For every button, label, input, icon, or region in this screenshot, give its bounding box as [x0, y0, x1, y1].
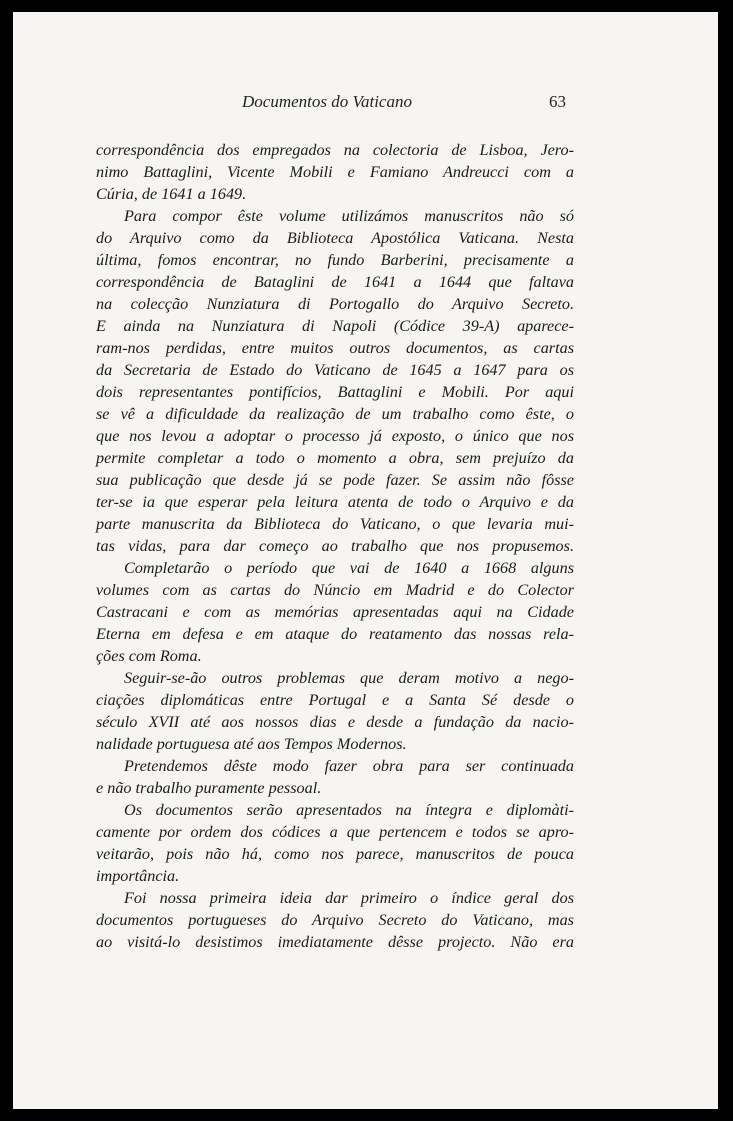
text-line: Os documentos serão apresentados na íntegra e diplomàti- [124, 801, 574, 819]
text-line: volumes com as cartas do Núncio em Madrid e do Colector [96, 581, 574, 599]
text-line: camente por ordem dos códices a que pertencem e todos se apro- [96, 823, 574, 841]
text-line: nalidade portuguesa até aos Tempos Modernos. [96, 735, 407, 753]
page-number: 63 [549, 92, 566, 111]
text-line: documentos portugueses do Arquivo Secreto do Vaticano, mas [96, 911, 574, 929]
running-title: Documentos do Vaticano [242, 92, 412, 111]
text-line: nimo Battaglini, Vicente Mobili e Famiano Andreucci com a [96, 163, 574, 181]
text-line: correspondência de Bataglini de 1641 a 1644 que faltava [96, 273, 574, 291]
text-line: que nos levou a adoptar o processo já exposto, o único que nos [96, 427, 574, 445]
text-line: ram-nos perdidas, entre muitos outros documentos, as cartas [96, 339, 574, 357]
text-line: século XVII até aos nossos dias e desde a fundação da nacio- [96, 713, 574, 731]
text-line: Completarão o período que vai de 1640 a 1668 alguns [124, 559, 574, 577]
text-line: Seguir-se-ão outros problemas que deram motivo a nego- [124, 669, 574, 687]
text-line: parte manuscrita da Biblioteca do Vaticano, o que levaria mui- [96, 515, 574, 533]
book-page [13, 12, 718, 1109]
body-text [96, 139, 574, 953]
text-line: Castracani e com as memórias apresentadas aqui na Cidade [96, 603, 574, 621]
text-line: veitarão, pois não há, como nos parece, manuscritos de pouca [96, 845, 574, 863]
text-line: correspondência dos empregados na colectoria de Lisboa, Jero- [96, 141, 574, 159]
text-line: ter-se ia que esperar pela leitura atenta de todo o Arquivo e da [96, 493, 574, 511]
text-line: ao visitá-lo desistimos imediatamente dêsse projecto. Não era [96, 933, 574, 951]
text-line: ções com Roma. [96, 647, 202, 665]
text-line: permite completar a todo o momento a obra, sem prejuízo da [96, 449, 574, 467]
text-line: sua publicação que desde já se pode fazer. Se assim não fôsse [96, 471, 574, 489]
text-line: se vê a dificuldade da realização de um trabalho como êste, o [96, 405, 574, 423]
text-line: Pretendemos dêste modo fazer obra para ser continuada [124, 757, 574, 775]
text-line: última, fomos encontrar, no fundo Barberini, precisamente a [96, 251, 574, 269]
text-line: dois representantes pontifícios, Battaglini e Mobili. Por aqui [96, 383, 574, 401]
text-line: E ainda na Nunziatura di Napoli (Códice 39-A) aparece- [96, 317, 574, 335]
text-line: ciações diplomáticas entre Portugal e a Santa Sé desde o [96, 691, 574, 709]
text-line: importância. [96, 867, 180, 885]
text-line: Eterna em defesa e em ataque do reatamento das nossas rela- [96, 625, 574, 643]
text-line: Para compor êste volume utilizámos manuscritos não só [124, 207, 574, 225]
text-line: tas vidas, para dar começo ao trabalho que nos propusemos. [96, 537, 574, 555]
text-line: Foi nossa primeira ideia dar primeiro o índice geral dos [124, 889, 574, 907]
text-line: da Secretaria de Estado do Vaticano de 1645 a 1647 para os [96, 361, 574, 379]
text-line: do Arquivo como da Biblioteca Apostólica Vaticana. Nesta [96, 229, 574, 247]
text-line: e não trabalho puramente pessoal. [96, 779, 322, 797]
text-line: na colecção Nunziatura di Portogallo do Arquivo Secreto. [96, 295, 574, 313]
running-head [13, 92, 718, 116]
text-line: Cúria, de 1641 a 1649. [96, 185, 247, 203]
